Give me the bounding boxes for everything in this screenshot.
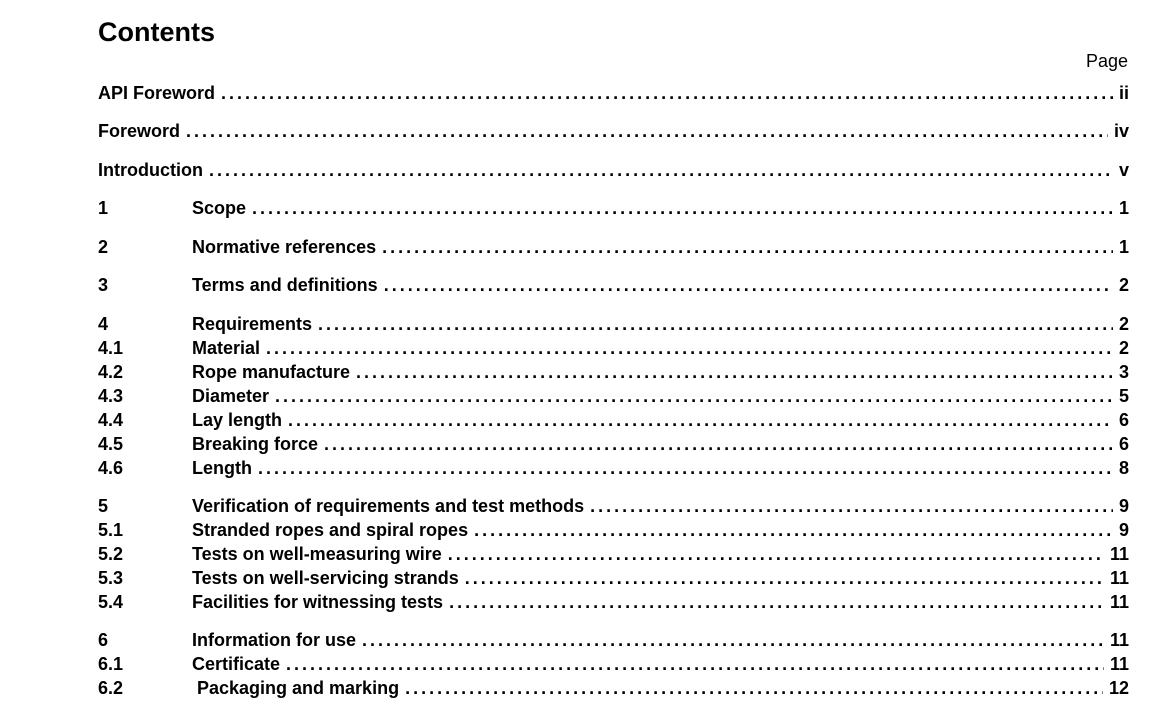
dot-leader [258,457,1113,479]
toc-entry-page: 9 [1118,496,1129,516]
dot-leader [405,677,1103,699]
toc-entry-page: ii [1118,83,1129,103]
toc-entry-number: 5 [98,496,109,516]
toc-entry-3[interactable] [98,274,1129,296]
toc-entry-number: 1 [98,198,109,218]
toc-entry-page: 6 [1118,410,1129,430]
dot-leader [266,337,1113,359]
toc-entry-title: Length [192,458,252,478]
toc-entry-foreword[interactable] [98,120,1129,142]
toc-entry-number: 3 [98,275,109,295]
dot-leader [465,567,1104,589]
toc-entry-number: 4.5 [98,434,124,454]
toc-entry-number: 4.3 [98,386,124,406]
toc-entry-number: 5.4 [98,592,124,612]
toc-entry-5-3[interactable] [98,567,1129,589]
dot-leader [362,629,1104,651]
toc-entry-number: 4.2 [98,362,124,382]
dot-leader [324,433,1113,455]
dot-leader [318,313,1113,335]
toc-entry-title: Lay length [192,410,283,430]
toc-entry-4-1[interactable] [98,337,1129,359]
toc-entry-title: Diameter [192,386,270,406]
toc-entry-page: 3 [1118,362,1129,382]
toc-entry-4-3[interactable] [98,385,1129,407]
toc-entry-title: Material [192,338,261,358]
dot-leader [186,120,1108,142]
dot-leader [275,385,1113,407]
toc-entry-5-1[interactable] [98,519,1129,541]
toc-entry-number: 2 [98,237,109,257]
toc-entry-page: 1 [1118,198,1129,218]
toc-entry-number: 4 [98,314,109,334]
toc-entry-title: Requirements [192,314,313,334]
toc-entry-page: v [1118,160,1129,180]
toc-entry-page: 2 [1118,275,1129,295]
toc-entry-6[interactable] [98,629,1129,651]
toc-entry-page: 11 [1109,592,1129,612]
toc-entry-page: 11 [1109,568,1129,588]
toc-entry-4-5[interactable] [98,433,1129,455]
toc-entry-5[interactable] [98,495,1129,517]
dot-leader [449,591,1104,613]
page-column-label: Page [1085,51,1128,71]
toc-entry-title: Information for use [192,630,357,650]
toc-entry-number: 4.6 [98,458,124,478]
toc-entry-title: Tests on well-servicing strands [192,568,459,588]
dot-leader [474,519,1113,541]
toc-entry-page: 11 [1109,654,1129,674]
dot-leader [221,82,1113,104]
dot-leader [209,159,1113,181]
toc-entry-4-4[interactable] [98,409,1129,431]
toc-entry-4-2[interactable] [98,361,1129,383]
toc-entry-title: Terms and definitions [192,275,378,295]
toc-entry-title: API Foreword [98,83,216,103]
dot-leader [384,274,1113,296]
toc-entry-api-foreword[interactable] [98,82,1129,104]
toc-entry-page: 1 [1118,237,1129,257]
toc-entry-4[interactable] [98,313,1129,335]
toc-entry-page: 2 [1118,314,1129,334]
dot-leader [590,495,1113,517]
toc-entry-page: 6 [1118,434,1129,454]
toc-entry-5-2[interactable] [98,543,1129,565]
toc-entry-title: Tests on well-measuring wire [192,544,442,564]
toc-entry-page: 11 [1109,630,1129,650]
toc-entry-introduction[interactable] [98,159,1129,181]
toc-entry-title: Introduction [98,160,203,180]
toc-entry-1[interactable] [98,197,1129,219]
dot-leader [288,409,1113,431]
toc-entry-page: 2 [1118,338,1129,358]
toc-entry-number: 6.1 [98,654,124,674]
toc-entry-title: Rope manufacture [192,362,351,382]
toc-entry-number: 5.3 [98,568,124,588]
toc-entry-2[interactable] [98,236,1129,258]
dot-leader [448,543,1104,565]
toc-entry-page: iv [1113,121,1129,141]
toc-entry-title: Breaking force [192,434,319,454]
toc-entry-number: 5.1 [98,520,124,540]
toc-entry-number: 6 [98,630,109,650]
page-title: Contents [98,17,215,47]
toc-entry-number: 5.2 [98,544,124,564]
toc-entry-page: 5 [1118,386,1129,406]
toc-entry-page: 9 [1118,520,1129,540]
dot-leader [286,653,1104,675]
toc-entry-title: Normative references [192,237,377,257]
toc-entry-title: Foreword [98,121,181,141]
toc-entry-6-2[interactable] [98,677,1129,699]
toc-entry-title: Packaging and marking [192,678,400,698]
toc-entry-page: 12 [1108,678,1129,698]
toc-entry-title: Certificate [192,654,281,674]
toc-entry-title: Facilities for witnessing tests [192,592,444,612]
dot-leader [382,236,1113,258]
toc-entry-title: Stranded ropes and spiral ropes [192,520,469,540]
toc-entry-number: 6.2 [98,678,124,698]
toc-entry-4-6[interactable] [98,457,1129,479]
toc-entry-6-1[interactable] [98,653,1129,675]
toc-entry-number: 4.1 [98,338,124,358]
toc-entry-page: 11 [1109,544,1129,564]
dot-leader [252,197,1113,219]
toc-entry-title: Verification of requirements and test methods [192,496,585,516]
toc-entry-title: Scope [192,198,247,218]
toc-entry-5-4[interactable] [98,591,1129,613]
toc-entry-page: 8 [1118,458,1129,478]
dot-leader [356,361,1113,383]
toc-entry-number: 4.4 [98,410,124,430]
